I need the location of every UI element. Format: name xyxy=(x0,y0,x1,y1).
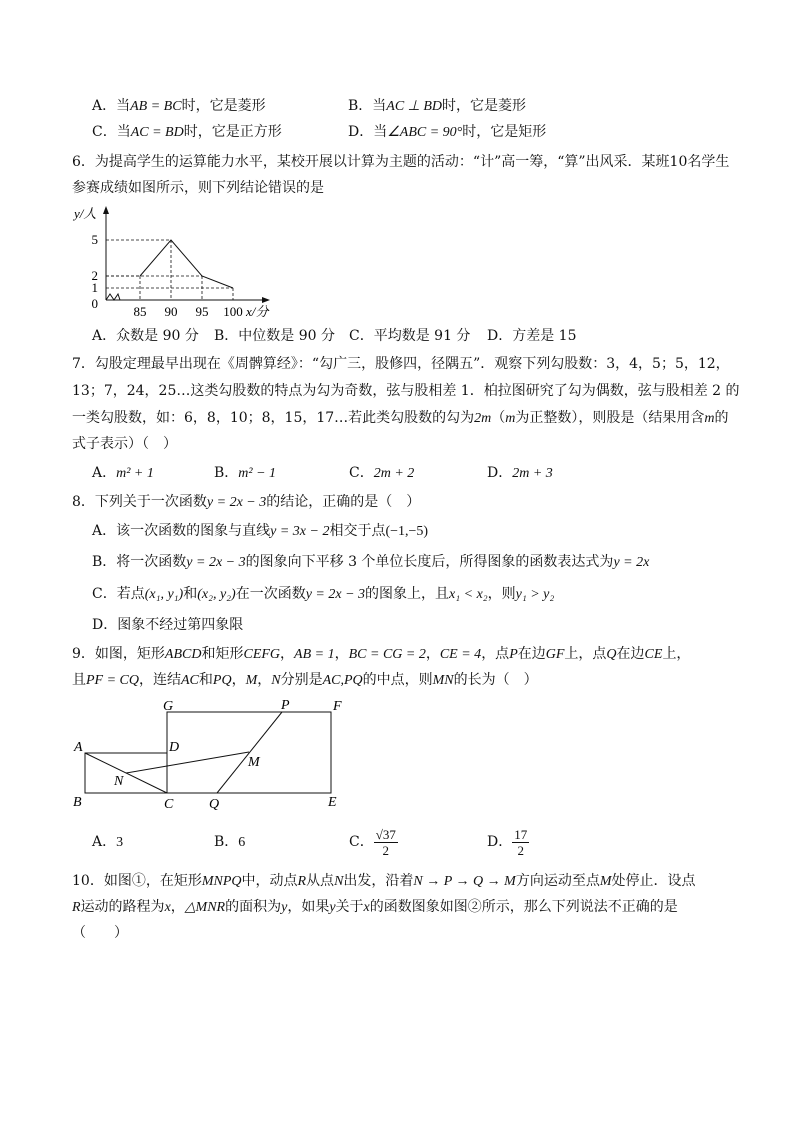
q8-option-a: A．该一次函数的图象与直线y = 3x − 2相交于点(−1,−5) xyxy=(92,523,429,539)
rectangles-figure xyxy=(68,694,358,812)
x-axis-arrow xyxy=(262,297,270,303)
x-tick-label: 90 xyxy=(164,304,178,319)
q6-option-b: B．中位数是 90 分 xyxy=(214,328,336,344)
q10-stem-line3: （ ） xyxy=(72,925,128,941)
y-axis-arrow xyxy=(103,206,109,214)
fraction-numerator: √37 xyxy=(375,826,396,842)
q9-option-c: C． $\frac{√37}{2}$ xyxy=(349,826,396,858)
y-tick-label: 0 xyxy=(91,296,98,311)
label-a: A xyxy=(74,740,83,755)
label-g: G xyxy=(163,699,174,714)
q6-stem-line1: 6．为提高学生的运算能力水平，某校开展以计算为主题的活动：“计”高一筹，“算”出风采．某班10名学生 xyxy=(72,154,730,170)
label-b: B xyxy=(73,795,82,810)
q7-stem-line2: 13；7，24，25…这类勾股数的特点为勾为奇数，弦与股相差 1．柏拉图研究了勾为偶数，弦与股相差 2 的 xyxy=(72,383,740,399)
y-tick-label: 5 xyxy=(91,232,98,247)
x-axis-label: x/分 xyxy=(246,304,269,319)
label-d: D xyxy=(169,740,180,755)
q8-option-d: D．图象不经过第四象限 xyxy=(92,617,244,633)
segment-mn xyxy=(126,752,249,773)
q10-stem-line2: R运动的路程为x，△MNR的面积为y，如果y关于x的函数图象如图②所示，那么下列说法不正确的是 xyxy=(72,899,678,915)
label-m: M xyxy=(248,755,260,770)
series-line xyxy=(140,240,233,288)
fraction-denominator: 2 xyxy=(517,842,524,858)
segment-pq xyxy=(217,712,282,793)
label-n: N xyxy=(114,774,124,789)
q9-option-b: B．6 xyxy=(214,834,246,850)
axis-break xyxy=(106,294,120,300)
q8-stem: 8．下列关于一次函数y = 2x − 3的结论，正确的是（ ） xyxy=(72,494,421,510)
q6-option-d: D．方差是 15 xyxy=(487,328,577,344)
q5-option-c: C．当AC = BD时，它是正方形 xyxy=(92,124,282,140)
q9-stem-line1: 9．如图，矩形ABCD和矩形CEFG，AB = 1，BC = CG = 2，CE = 4，点P在边GF上，点Q在边CE上， xyxy=(72,646,691,662)
q7-option-b: B．m² − 1 xyxy=(214,465,277,481)
y-tick-label: 1 xyxy=(91,280,98,295)
q10-stem-line1: 10．如图①，在矩形MNPQ中，动点R从点N出发，沿着N → P → Q → M方向运动至点M处停止．设点 xyxy=(72,873,696,889)
q6-option-c: C．平均数是 91 分 xyxy=(349,328,471,344)
q9-option-d: D． $\frac{17}{2}$ xyxy=(487,826,528,858)
q6-stem-line2: 参赛成绩如图所示，则下列结论错误的是 xyxy=(72,180,324,196)
x-tick-label: 100 xyxy=(223,304,243,319)
q5-option-b: B．当AC ⊥ BD时，它是菱形 xyxy=(348,98,527,114)
q7-option-c: C．2m + 2 xyxy=(349,465,415,481)
x-tick-label: 95 xyxy=(195,304,209,319)
label-q: Q xyxy=(209,797,220,812)
q7-option-d: D．2m + 3 xyxy=(487,465,553,481)
fraction-denominator: 2 xyxy=(382,842,390,858)
q9-option-a: A．3 xyxy=(92,834,124,850)
q5-option-d: D．当∠ABC = 90°时，它是矩形 xyxy=(348,124,547,140)
y-axis-label: y/人 xyxy=(74,206,97,221)
label-c: C xyxy=(164,797,174,812)
label-f: F xyxy=(333,699,342,714)
q8-option-c: C．若点(x₁, y₁)和(x₂, y₂)在一次函数y = 2x − 3的图象上，且x₁ < x₂，则y₁ > y₂ xyxy=(92,586,555,602)
q7-stem-line1: 7．勾股定理最早出现在《周髀算经》：“勾广三，股修四，径隅五”．观察下列勾股数：3，4，5；5，12， xyxy=(72,356,730,372)
label-p: P xyxy=(281,698,290,713)
label-e: E xyxy=(328,795,337,810)
q7-stem-line3: 一类勾股数，如：6，8，10；8，15，17…若此类勾股数的勾为2m（m为正整数），则股是（结果用含m的 xyxy=(72,410,729,426)
y-tick-label: 2 xyxy=(91,268,98,283)
q9-stem-line2: 且PF = CQ，连结AC和PQ，M，N分别是AC,PQ的中点，则MN的长为（ ） xyxy=(72,672,538,688)
q7-stem-line4: 式子表示）（ ） xyxy=(72,436,177,452)
q7-option-a: A．m² + 1 xyxy=(92,465,154,481)
q8-option-b: B．将一次函数y = 2x − 3的图象向下平移 3 个单位长度后，所得图象的函数表达式为y = 2x xyxy=(92,554,650,570)
x-tick-label: 85 xyxy=(133,304,147,319)
q6-option-a: A．众数是 90 分 xyxy=(92,328,199,344)
q5-option-a: A．当AB = BC时，它是菱形 xyxy=(92,98,266,114)
score-chart xyxy=(70,200,290,325)
fraction-numerator: 17 xyxy=(514,826,528,842)
